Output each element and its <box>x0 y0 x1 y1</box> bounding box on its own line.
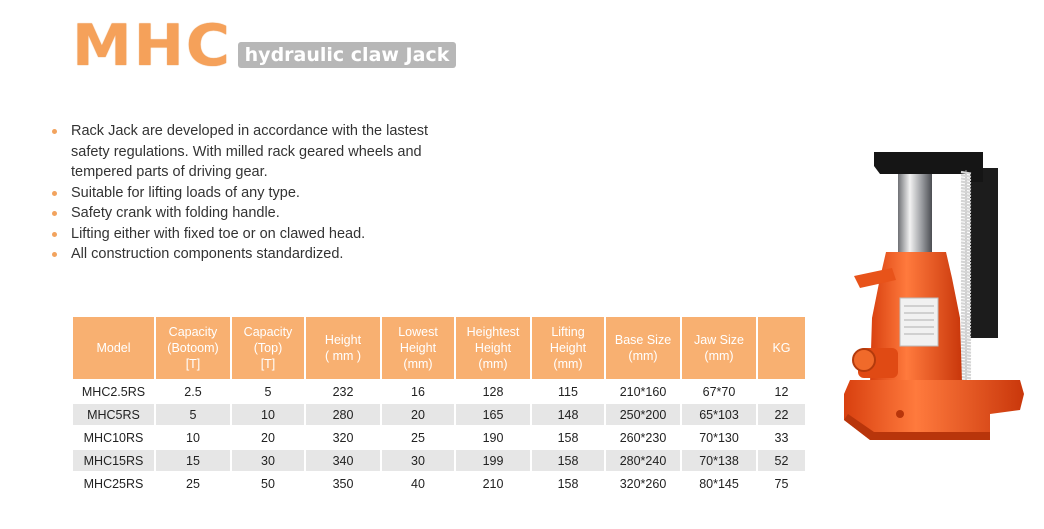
spec-table <box>73 317 805 496</box>
table-cell: 165 <box>455 403 531 426</box>
table-cell: 128 <box>455 380 531 403</box>
table-cell: 190 <box>455 426 531 449</box>
table-cell: 148 <box>531 403 605 426</box>
column-header-line: (mm) <box>478 357 508 371</box>
feature-list <box>50 121 470 265</box>
table-cell: 340 <box>305 449 381 472</box>
table-cell: 158 <box>531 426 605 449</box>
table-cell: 22 <box>757 403 805 426</box>
table-cell: 350 <box>305 472 381 495</box>
column-header <box>73 317 155 380</box>
column-header-line: Lowest <box>398 325 438 339</box>
table-cell: MHC2.5RS <box>73 380 155 403</box>
brand-title: MHC <box>72 12 232 80</box>
column-header-line: (mm) <box>628 349 658 363</box>
table-cell: 25 <box>155 472 231 495</box>
table-cell: 158 <box>531 472 605 495</box>
table-cell: 25 <box>381 426 455 449</box>
table-cell: 5 <box>155 403 231 426</box>
column-header <box>605 317 681 380</box>
column-header-line: Capacity <box>243 325 293 339</box>
table-cell: 260*230 <box>605 426 681 449</box>
table-cell: 70*138 <box>681 449 757 472</box>
column-header <box>681 317 757 380</box>
table-cell: 115 <box>531 380 605 403</box>
column-header <box>231 317 305 380</box>
column-header-line: [T] <box>260 357 276 371</box>
table-row <box>73 449 805 472</box>
column-header-line: Height <box>474 341 512 355</box>
table-cell: 52 <box>757 449 805 472</box>
column-header-line: (mm) <box>553 357 583 371</box>
table-cell: 30 <box>381 449 455 472</box>
feature-item: Rack Jack are developed in accordance with the lastest safety regulations. With milled rack geared wheels and tempered parts of driving gear. <box>50 121 470 183</box>
table-cell: 280*240 <box>605 449 681 472</box>
column-header-line: Capacity <box>168 325 218 339</box>
table-row <box>73 426 805 449</box>
hydraulic-claw-jack-image <box>840 148 1030 448</box>
table-cell: 12 <box>757 380 805 403</box>
table-cell: 320*260 <box>605 472 681 495</box>
table-cell: 75 <box>757 472 805 495</box>
table-cell: 67*70 <box>681 380 757 403</box>
table-cell: 199 <box>455 449 531 472</box>
table-row <box>73 380 805 403</box>
table-cell: 210*160 <box>605 380 681 403</box>
column-header-line: Height <box>324 333 362 347</box>
column-header-line: (mm) <box>403 357 433 371</box>
table-cell: MHC5RS <box>73 403 155 426</box>
table-cell: 10 <box>231 403 305 426</box>
column-header-line: [T] <box>185 357 201 371</box>
column-header-line: Heightest <box>466 325 520 339</box>
subtitle-badge: hydraulic claw Jack <box>238 42 456 68</box>
table-row <box>73 472 805 495</box>
table-cell: MHC10RS <box>73 426 155 449</box>
column-header-line: (Botoom) <box>167 341 219 355</box>
table-cell: 30 <box>231 449 305 472</box>
table-cell: 158 <box>531 449 605 472</box>
table-cell: 5 <box>231 380 305 403</box>
table-cell: 65*103 <box>681 403 757 426</box>
column-header <box>155 317 231 380</box>
column-header <box>381 317 455 380</box>
table-cell: 70*130 <box>681 426 757 449</box>
table-cell: 16 <box>381 380 455 403</box>
column-header-line: ( mm ) <box>324 349 362 363</box>
table-row <box>73 403 805 426</box>
column-header <box>305 317 381 380</box>
column-header-line: Base Size <box>614 333 672 347</box>
column-header-line: Height <box>399 341 437 355</box>
table-cell: 33 <box>757 426 805 449</box>
column-header <box>455 317 531 380</box>
table-cell: 210 <box>455 472 531 495</box>
table-cell: 320 <box>305 426 381 449</box>
column-header <box>531 317 605 380</box>
feature-item: Safety crank with folding handle. <box>50 203 470 224</box>
table-cell: MHC15RS <box>73 449 155 472</box>
column-header-line: KG <box>772 341 791 355</box>
table-cell: 15 <box>155 449 231 472</box>
table-cell: 250*200 <box>605 403 681 426</box>
table-cell: 50 <box>231 472 305 495</box>
table-cell: 20 <box>381 403 455 426</box>
column-header <box>757 317 805 380</box>
column-header-line: Lifting <box>551 325 585 339</box>
table-header-row <box>73 317 805 380</box>
column-header-line: (Top) <box>253 341 283 355</box>
column-header-line: (mm) <box>704 349 734 363</box>
feature-item: Suitable for lifting loads of any type. <box>50 183 470 204</box>
feature-item: All construction components standardized. <box>50 244 470 265</box>
table-cell: MHC25RS <box>73 472 155 495</box>
table-cell: 40 <box>381 472 455 495</box>
feature-item: Lifting either with fixed toe or on clawed head. <box>50 224 470 245</box>
table-cell: 80*145 <box>681 472 757 495</box>
table-cell: 2.5 <box>155 380 231 403</box>
table-cell: 20 <box>231 426 305 449</box>
table-cell: 280 <box>305 403 381 426</box>
column-header-line: Height <box>549 341 587 355</box>
column-header-line: Model <box>96 341 131 355</box>
table-cell: 232 <box>305 380 381 403</box>
table-cell: 10 <box>155 426 231 449</box>
column-header-line: Jaw Size <box>693 333 745 347</box>
table-body <box>73 380 805 495</box>
